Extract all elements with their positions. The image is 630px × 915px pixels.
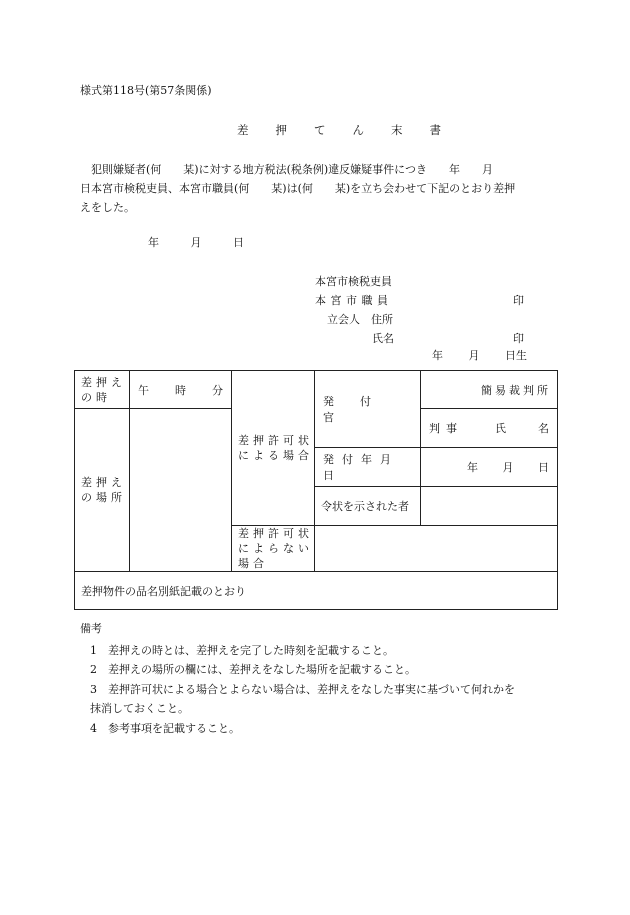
note-text: 差押許可状による場合とよらない場合は、差押えをなした事実に基づいて何れかを <box>108 682 515 696</box>
note-number: 3 <box>90 682 97 696</box>
issue-date-month: 月 <box>502 461 514 474</box>
judge-given-name: 名 <box>538 422 549 435</box>
judge-surname: 氏 <box>495 422 506 435</box>
warrant-shown-cell <box>421 487 558 526</box>
witness-address-label: 立会人 住所 <box>327 313 393 326</box>
seizure-time-label: 差押えの時 <box>75 371 130 409</box>
seal-mark-witness: 印 <box>513 332 524 345</box>
witness-birthdate: 年 月 日生 <box>432 349 527 362</box>
note-item <box>80 719 560 739</box>
note-item <box>80 680 560 719</box>
issue-date-text: 発付年月日 <box>323 453 399 482</box>
seizure-place-label: 差押えの場所 <box>75 409 130 572</box>
intro-line-2: 日本宮市検税吏員、本宮市職員(何 某)は(何 某)を立ち会わせて下記のとおり差押 <box>80 182 516 195</box>
note-item <box>80 641 560 661</box>
form-number: 様式第118号(第57条関係) <box>80 84 212 97</box>
intro-line-1: 犯則嫌疑者(何 某)に対する地方税法(税条例)違反嫌疑事件につき 年 月 <box>91 163 493 176</box>
document-date: 年 月 日 <box>148 236 244 249</box>
seized-items-note: 差押物件の品名別紙記載のとおり <box>75 572 558 610</box>
with-warrant-label: 差押許可状による場合 <box>232 371 315 526</box>
note-number: 1 <box>90 643 97 657</box>
intro-line-3: えをした。 <box>80 201 135 214</box>
note-text: 差押えの場所の欄には、差押えをなした場所を記載すること。 <box>108 663 416 676</box>
intro-paragraph <box>80 160 560 217</box>
issue-date-label <box>315 448 421 487</box>
note-number: 2 <box>90 663 97 676</box>
judge-title: 判事 <box>429 422 463 435</box>
without-warrant-cell <box>315 526 558 572</box>
seizure-time-cell <box>130 371 232 409</box>
seizure-place-cell <box>130 409 232 572</box>
issuer-label-cell <box>315 371 421 448</box>
judge-cell <box>421 409 558 448</box>
note-item <box>80 660 560 680</box>
staff-label: 本宮市職員 <box>315 294 393 307</box>
note-text-continued: 抹消しておくこと。 <box>90 702 189 715</box>
seizure-record-table <box>74 370 558 610</box>
notes-section <box>80 619 560 738</box>
witness-name-label: 氏名 <box>372 332 394 345</box>
note-text: 差押えの時とは、差押えを完了した時刻を記載すること。 <box>108 643 394 657</box>
note-number: 4 <box>90 721 97 735</box>
seal-mark-staff: 印 <box>513 294 524 307</box>
time-unit-minute: 分 <box>212 383 223 397</box>
issue-date-year: 年 <box>467 461 478 474</box>
without-warrant-label: 差押許可状によらない場合 <box>232 526 315 572</box>
time-unit-am: 午 <box>138 383 149 397</box>
note-text: 参考事項を記載すること。 <box>108 721 240 735</box>
court-cell: 簡易裁判所 <box>421 371 558 409</box>
inspector-label: 本宮市検税吏員 <box>315 275 392 288</box>
notes-heading: 備考 <box>80 622 102 635</box>
warrant-shown-label: 令状を示された者 <box>315 487 421 526</box>
time-unit-hour: 時 <box>175 383 186 397</box>
document-title: 差押てん末書 <box>237 123 468 137</box>
issue-date-day: 日 <box>538 461 549 474</box>
issuer-label: 発付官 <box>323 395 397 424</box>
issue-date-cell <box>421 448 558 487</box>
